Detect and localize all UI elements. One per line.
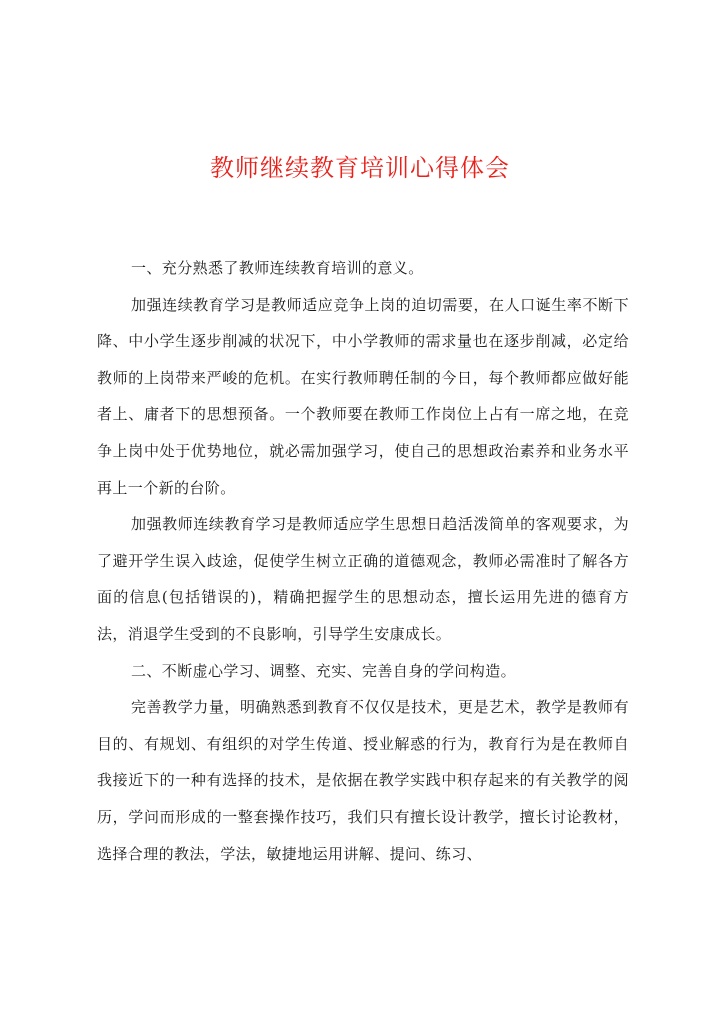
paragraph: 完善教学力量，明确熟悉到教育不仅仅是技术，更是艺术，教学是教师有目的、有规划、有组织的对学生传道、授业解惑的行为，教育行为是在教师自我接近下的一种有选择的技术，是依据在教学实践中积存起来的有关教学的阅历，学问而形成的一整套操作技巧，我们只有擅长设计教学，擅长讨论教材，选择合理的教法，学法，敏捷地运用讲解、提问、练习、 bbox=[97, 698, 629, 863]
document-title: 教师继续教育培训心得体会 bbox=[210, 154, 510, 182]
document-body bbox=[97, 250, 629, 872]
paragraph-section-one-heading: 一、充分熟悉了教师连续教育培训的意义。 bbox=[131, 259, 424, 277]
paragraph: 加强教师连续教育学习是教师适应学生思想日趋活泼简单的客观要求，为了避开学生误入歧途，促使学生树立正确的道德观念，教师必需准时了解各方面的信息(包括错误的)，精确把握学生的思想动态，擅长运用先进的德育方法，消退学生受到的不良影响，引导学生安康成长。 bbox=[97, 515, 629, 643]
paragraph-section-two-heading: 二、不断虚心学习、调整、充实、完善自身的学问构造。 bbox=[131, 661, 517, 680]
paragraph: 加强连续教育学习是教师适应竞争上岗的迫切需要，在人口诞生率不断下降、中小学生逐步削减的状况下，中小学教师的需求量也在逐步削减，必定给教师的上岗带来严峻的危机。在实行教师聘任制的今日，每个教师都应做好能者上、庸者下的思想预备。一个教师要在教师工作岗位上占有一席之地，在竞争上岗中处于优势地位，就必需加强学习，使自己的思想政治素养和业务水平再上一个新的台阶。 bbox=[97, 295, 629, 497]
